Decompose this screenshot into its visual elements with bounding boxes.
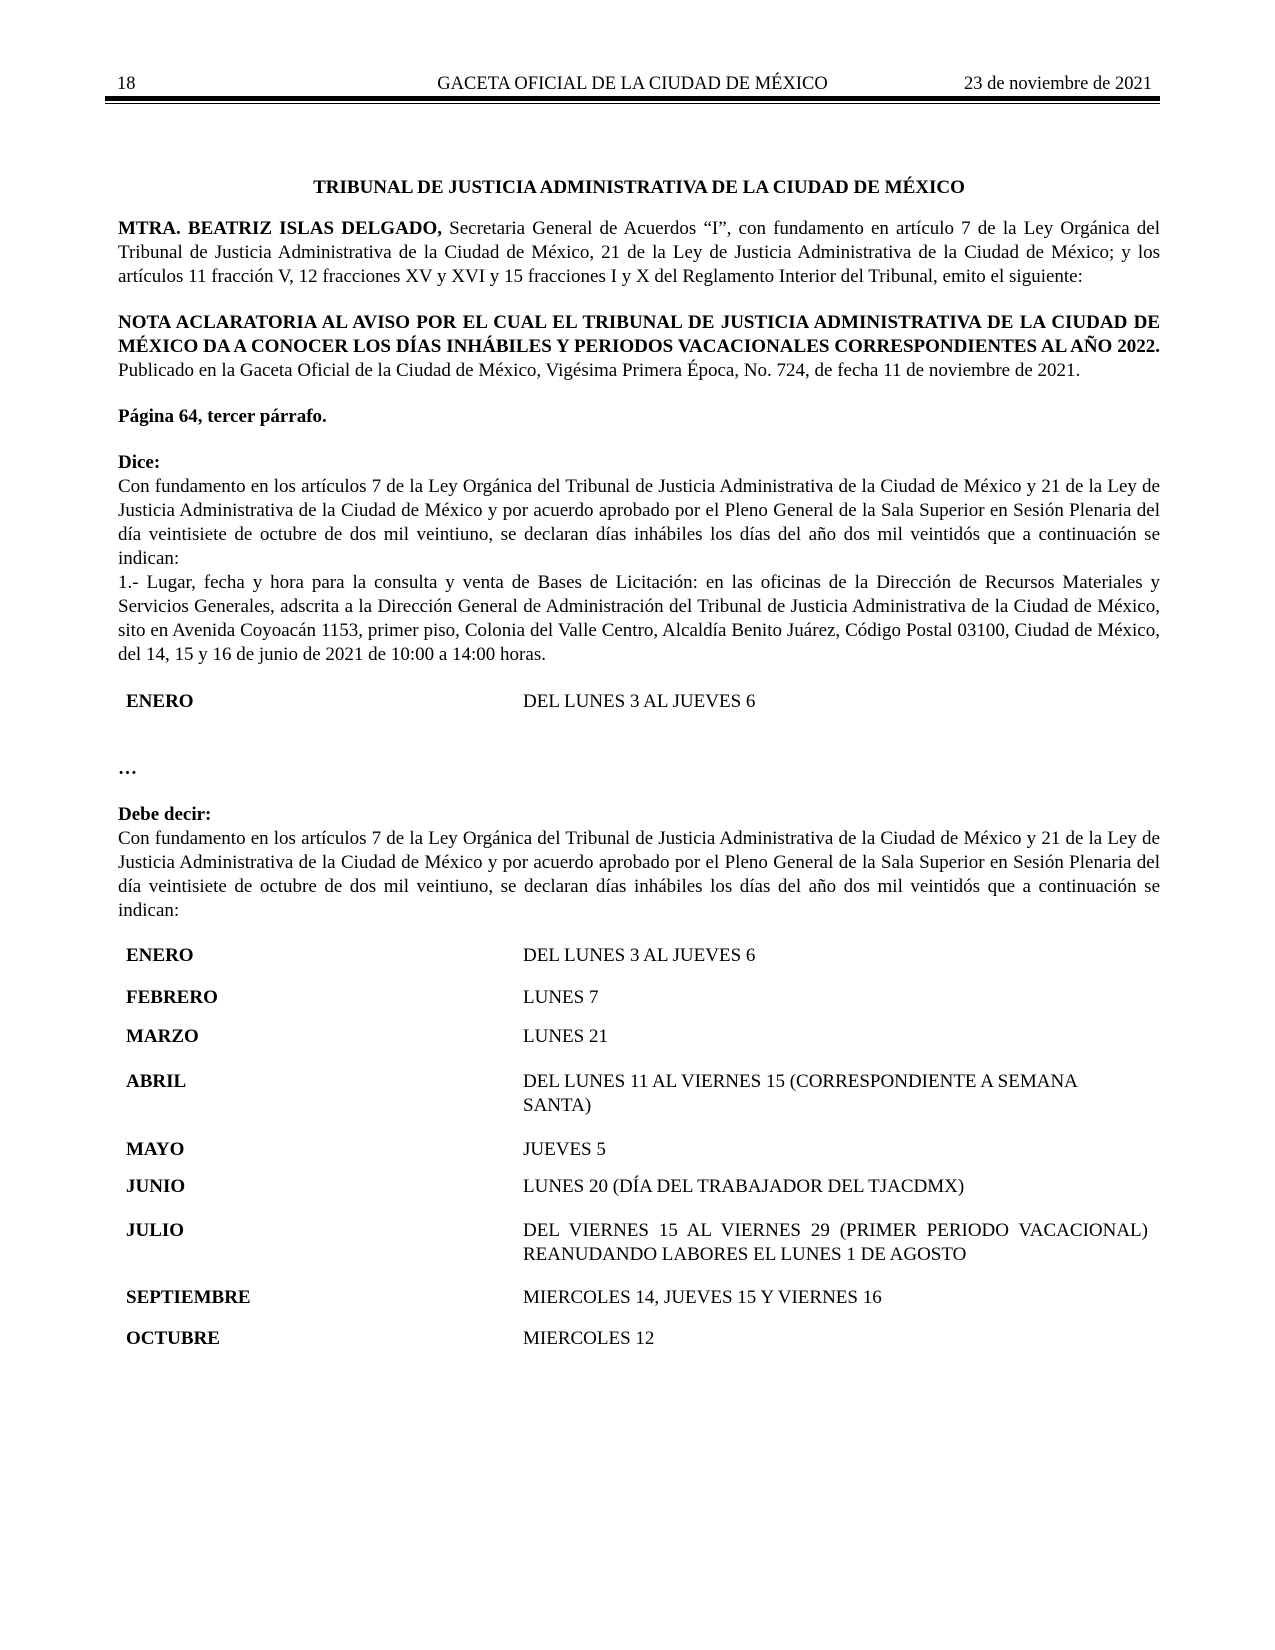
debe-decir-label: Debe decir: [118, 804, 212, 825]
holiday-row [118, 1070, 1160, 1118]
note-publication: Publicado en la Gaceta Oficial de la Ciudad de México, Vigésima Primera Época, No. 724, de fecha 11 de noviembre de 2021. [118, 360, 1081, 381]
ellipsis: … [118, 758, 137, 779]
header-rule-thick [105, 96, 1160, 101]
document-body [118, 176, 1160, 1351]
page-header [105, 70, 1160, 96]
holiday-days: DEL VIERNES 15 AL VIERNES 29 (PRIMER PERIODO VACACIONAL) REANUDANDO LABORES EL LUNES 1 DE AGOSTO [523, 1220, 1148, 1265]
note-paragraph [118, 311, 1160, 383]
note-title: NOTA ACLARATORIA AL AVISO POR EL CUAL EL TRIBUNAL DE JUSTICIA ADMINISTRATIVA DE LA CIUDAD DE MÉXICO DA A CONOCER LOS DÍAS INHÁBILES Y PERIODOS VACACIONALES CORRESPONDIENTES AL AÑO 2022. [118, 312, 1160, 357]
holiday-row [118, 986, 1160, 1010]
holiday-days: DEL LUNES 3 AL JUEVES 6 [523, 945, 756, 966]
holiday-days: LUNES 7 [523, 987, 599, 1008]
gazette-title: GACETA OFICIAL DE LA CIUDAD DE MÉXICO [437, 74, 828, 94]
dice-item-1: 1.- Lugar, fecha y hora para la consulta y venta de Bases de Licitación: en las oficinas de la Dirección de Recursos Materiales y Servicios Generales, adscrita a la Dirección General de Administración del Tribunal de Justicia Administrativa de la Ciudad de México, sito en Avenida Coyoacán 1153, primer piso, Colonia del Valle Centro, Alcaldía Benito Juárez, Código Postal 03100, Ciudad de México, del 14, 15 y 16 de junio de 2021 de 10:00 a 14:00 horas. [118, 572, 1160, 665]
holiday-month: MARZO [126, 1026, 199, 1047]
holiday-row [118, 1025, 1160, 1049]
holiday-row [118, 1175, 1160, 1199]
dice-days: DEL LUNES 3 AL JUEVES 6 [523, 691, 756, 712]
holiday-days: JUEVES 5 [523, 1139, 606, 1160]
holiday-month: FEBRERO [126, 987, 218, 1008]
header-rule-thin [105, 103, 1160, 104]
dice-label: Dice: [118, 452, 161, 473]
publication-date: 23 de noviembre de 2021 [963, 74, 1152, 94]
dice-month-row [118, 690, 1160, 714]
intro-paragraph [118, 217, 1160, 289]
holiday-month: MAYO [126, 1139, 185, 1160]
holiday-row [118, 1219, 1160, 1267]
holiday-month: OCTUBRE [126, 1328, 220, 1349]
dice-month: ENERO [126, 691, 194, 712]
debe-decir-paragraph: Con fundamento en los artículos 7 de la Ley Orgánica del Tribunal de Justicia Administrativa de la Ciudad de México y 21 de la Ley de Justicia Administrativa de la Ciudad de México y por acuerdo aprobado por el Pleno General de la Sala Superior en Sesión Plenaria del día veintisiete de octubre de dos mil veintiuno, se declaran días inhábiles los días del año dos mil veintidós que a continuación se indican: [118, 828, 1160, 921]
holiday-row [118, 1286, 1160, 1310]
page-number: 18 [117, 74, 136, 94]
holiday-row [118, 1327, 1160, 1351]
holiday-month: SEPTIEMBRE [126, 1287, 251, 1308]
holiday-month: JUNIO [126, 1176, 186, 1197]
holiday-days: LUNES 20 (DÍA DEL TRABAJADOR DEL TJACDMX) [523, 1176, 965, 1197]
institution-heading: TRIBUNAL DE JUSTICIA ADMINISTRATIVA DE LA CIUDAD DE MÉXICO [313, 177, 965, 198]
dice-paragraph: Con fundamento en los artículos 7 de la Ley Orgánica del Tribunal de Justicia Administrativa de la Ciudad de México y 21 de la Ley de Justicia Administrativa de la Ciudad de México y por acuerdo aprobado por el Pleno General de la Sala Superior en Sesión Plenaria del día veintisiete de octubre de dos mil veintiuno, se declaran días inhábiles los días del año dos mil veintidós que a continuación se indican: [118, 476, 1160, 569]
holiday-days: MIERCOLES 12 [523, 1328, 655, 1349]
holiday-row [118, 944, 1160, 968]
holiday-month: ABRIL [126, 1071, 187, 1092]
holiday-month: JULIO [126, 1220, 185, 1241]
holiday-days: MIERCOLES 14, JUEVES 15 Y VIERNES 16 [523, 1287, 882, 1308]
holiday-month: ENERO [126, 945, 194, 966]
signer-name: MTRA. BEATRIZ ISLAS DELGADO, [118, 218, 443, 239]
holiday-days: LUNES 21 [523, 1026, 608, 1047]
holiday-row [118, 1138, 1160, 1162]
holiday-days: DEL LUNES 11 AL VIERNES 15 (CORRESPONDIENTE A SEMANA SANTA) [523, 1071, 1077, 1116]
page-reference: Página 64, tercer párrafo. [118, 406, 327, 427]
intro-text: Secretaria General de Acuerdos “I”, con fundamento en artículo 7 de la Ley Orgánica del Tribunal de Justicia Administrativa de la Ciudad de México, 21 de la Ley de Justicia Administrativa de la Ciudad de México; y los artículos 11 fracción V, 12 fracciones XV y XVI y 15 fracciones I y X del Reglamento Interior del Tribunal, emito el siguiente: [118, 218, 1160, 287]
